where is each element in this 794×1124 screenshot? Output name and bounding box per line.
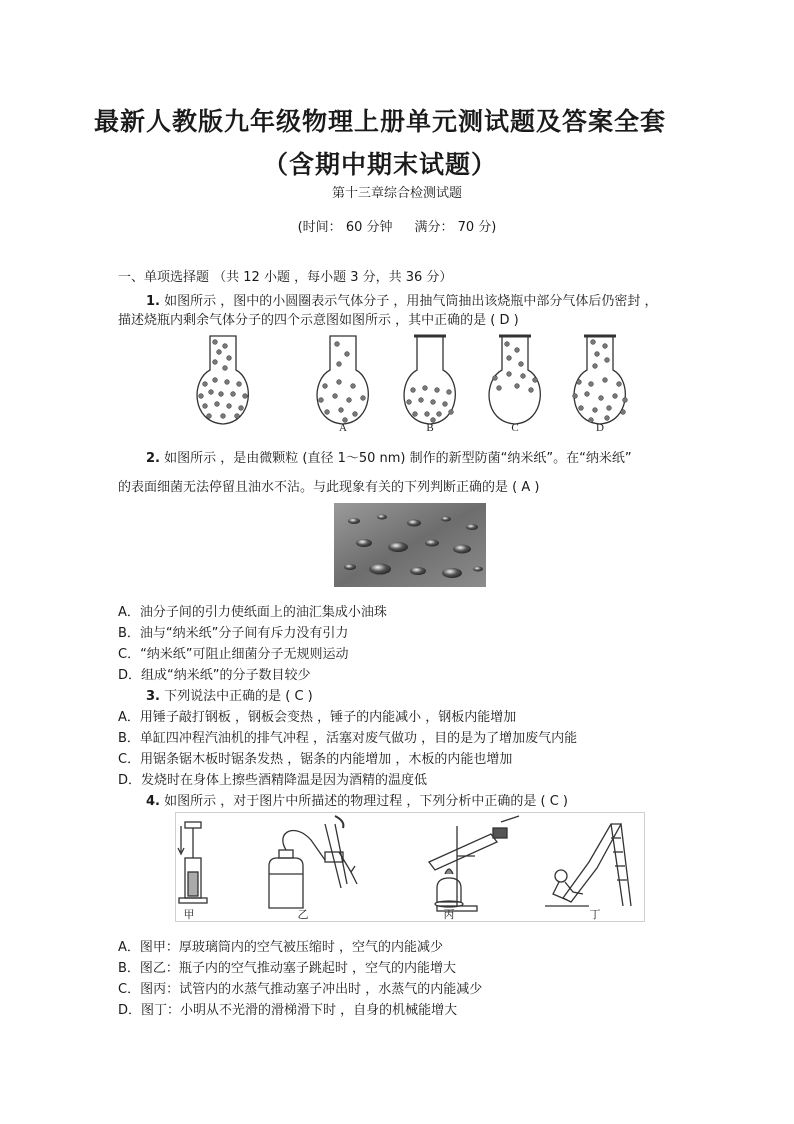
q4-option-a: A．图甲：厚玻璃筒内的空气被压缩时 ，空气的内能减少 (118, 940, 444, 955)
q4-label-jia: 甲 (183, 909, 195, 921)
exam-score: 满分： 70 分) (414, 220, 497, 235)
q1-label-d: D (596, 422, 604, 432)
q1-flask-figure (195, 328, 635, 432)
q1-label-c: C (511, 422, 519, 432)
q1-text1: 如图所示 ，图中的小圆圈表示气体分子 ，用抽气筒抽出该烧瓶中部分气体后仍密封 ， (159, 294, 658, 309)
q2-option-d: D．组成“纳米纸”的分子数目较少 (118, 668, 311, 683)
q2-line1 (146, 447, 632, 466)
section-heading: 一、单项选择题 （共 12 小题 ，每小题 3 分，共 36 分） (118, 270, 453, 285)
q4-option-c: C．图丙：试管内的水蒸气推动塞子冲出时 ，水蒸气的内能减少 (118, 982, 483, 997)
chapter-title: 第十三章综合检测试题 (331, 186, 462, 201)
q4-label-ding: 丁 (589, 909, 601, 921)
q2-number: 2. (146, 451, 160, 466)
q4-number: 4. (146, 794, 160, 809)
q4-option-b: B．图乙：瓶子内的空气推动塞子跳起时 ，空气的内能增大 (118, 961, 457, 976)
q4-option-d: D．图丁：小明从不光滑的滑梯滑下时 ，自身的机械能增大 (118, 1003, 458, 1018)
q3-number: 3. (146, 689, 160, 704)
q1-line1 (146, 290, 658, 309)
q3-option-d: D．发烧时在身体上擦些酒精降温是因为酒精的温度低 (118, 773, 428, 788)
q4-label-bing: 丙 (443, 909, 455, 921)
q3-text: 下列说法中正确的是 ( C ) (159, 689, 313, 704)
document-subtitle: （含期中期末试题） (262, 150, 497, 179)
q2-option-c: C．“纳米纸”可阻止细菌分子无规则运动 (118, 647, 349, 662)
q2-option-b: B．油与“纳米纸”分子间有斥力没有引力 (118, 626, 349, 641)
q3-stem (146, 685, 313, 704)
time-score-line (0, 216, 794, 235)
q2-line2: 的表面细菌无法停留且油水不沾。与此现象有关的下列判断正确的是 ( A ) (118, 480, 540, 495)
q1-number: 1. (146, 294, 160, 309)
q3-option-b: B．单缸四冲程汽油机的排气冲程 ，活塞对废气做功 ，目的是为了增加废气内能 (118, 731, 578, 746)
q1-line2: 描述烧瓶内剩余气体分子的四个示意图如图所示 ，其中正确的是 ( D ) (118, 313, 519, 328)
q2-option-a: A．油分子间的引力使纸面上的油汇集成小油珠 (118, 605, 387, 620)
document-title: 最新人教版九年级物理上册单元测试题及答案全套 (93, 107, 666, 136)
q4-stem (146, 790, 568, 809)
nano-paper-photo (334, 503, 486, 587)
q4-label-yi: 乙 (297, 909, 309, 921)
q3-option-c: C．用锯条锯木板时锯条发热 ，锯条的内能增加 ，木板的内能也增加 (118, 752, 513, 767)
q4-text: 如图所示 ，对于图片中所描述的物理过程 ，下列分析中正确的是 ( C ) (159, 794, 568, 809)
exam-time: (时间： 60 分钟 (297, 220, 393, 235)
q4-apparatus-figure (175, 812, 645, 922)
q2-text1: 如图所示 ，是由微颗粒 (直径 1～50 nm) 制作的新型防菌“纳米纸”。在“纳米纸” (159, 451, 632, 466)
q1-label-a: A (339, 422, 347, 432)
q1-label-b: B (426, 422, 434, 432)
q3-option-a: A．用锤子敲打钢板 ，钢板会变热 ，锤子的内能减小 ，钢板内能增加 (118, 710, 517, 725)
